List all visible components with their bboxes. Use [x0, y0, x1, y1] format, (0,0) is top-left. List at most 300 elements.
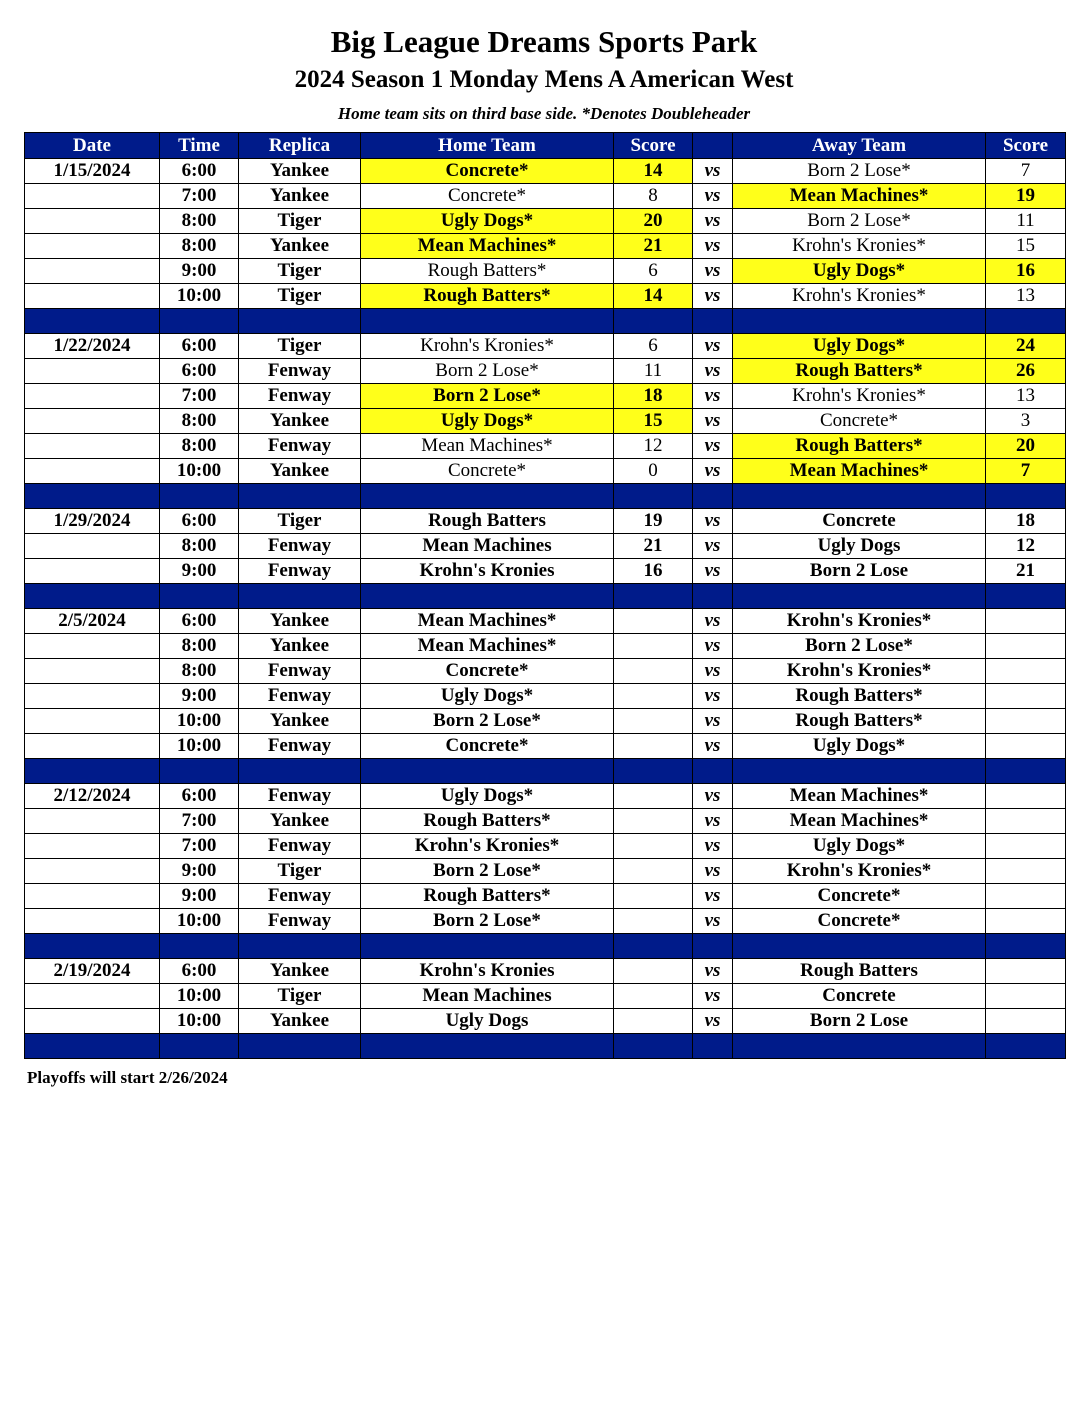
replica-cell: Yankee	[239, 234, 361, 259]
replica-cell: Tiger	[239, 284, 361, 309]
separator-cell	[693, 934, 733, 959]
away-team-cell: Krohn's Kronies*	[733, 859, 986, 884]
away-score-cell: 13	[986, 284, 1066, 309]
home-team-cell: Rough Batters*	[361, 259, 614, 284]
table-row	[25, 634, 1066, 659]
col-date: Date	[25, 133, 160, 159]
time-cell: 9:00	[160, 859, 239, 884]
time-cell: 7:00	[160, 184, 239, 209]
separator-cell	[986, 759, 1066, 784]
away-score-cell: 15	[986, 234, 1066, 259]
away-score-cell	[986, 984, 1066, 1009]
home-team-cell: Mean Machines	[361, 534, 614, 559]
away-score-cell	[986, 784, 1066, 809]
table-row	[25, 909, 1066, 934]
replica-cell: Fenway	[239, 559, 361, 584]
separator-cell	[160, 309, 239, 334]
home-score-cell	[614, 659, 693, 684]
home-team-cell: Rough Batters	[361, 509, 614, 534]
vs-cell: vs	[693, 559, 733, 584]
separator-cell	[986, 934, 1066, 959]
time-cell: 7:00	[160, 384, 239, 409]
replica-cell: Fenway	[239, 434, 361, 459]
away-team-cell: Born 2 Lose*	[733, 634, 986, 659]
col-away-score: Score	[986, 133, 1066, 159]
time-cell: 7:00	[160, 809, 239, 834]
col-home-team: Home Team	[361, 133, 614, 159]
vs-cell: vs	[693, 434, 733, 459]
home-team-cell: Mean Machines*	[361, 434, 614, 459]
schedule-note: Home team sits on third base side. *Denotes Doubleheader	[337, 104, 751, 123]
away-team-cell: Concrete	[733, 984, 986, 1009]
away-team-cell: Rough Batters*	[733, 709, 986, 734]
replica-cell: Yankee	[239, 409, 361, 434]
away-score-cell: 13	[986, 384, 1066, 409]
home-team-cell: Mean Machines*	[361, 634, 614, 659]
time-cell: 10:00	[160, 459, 239, 484]
separator-cell	[693, 1034, 733, 1059]
vs-cell: vs	[693, 459, 733, 484]
away-score-cell: 11	[986, 209, 1066, 234]
replica-cell: Tiger	[239, 334, 361, 359]
home-team-cell: Krohn's Kronies	[361, 559, 614, 584]
table-row	[25, 384, 1066, 409]
separator-cell	[160, 584, 239, 609]
separator-cell	[361, 484, 614, 509]
away-score-cell: 7	[986, 159, 1066, 184]
col-home-score: Score	[614, 133, 693, 159]
table-row	[25, 834, 1066, 859]
vs-cell: vs	[693, 709, 733, 734]
vs-cell: vs	[693, 784, 733, 809]
home-score-cell	[614, 884, 693, 909]
home-score-cell: 15	[614, 409, 693, 434]
time-cell: 8:00	[160, 434, 239, 459]
home-team-cell: Mean Machines	[361, 984, 614, 1009]
home-team-cell: Krohn's Kronies*	[361, 334, 614, 359]
home-team-cell: Ugly Dogs*	[361, 684, 614, 709]
vs-cell: vs	[693, 684, 733, 709]
replica-cell: Fenway	[239, 659, 361, 684]
week-separator-row	[25, 584, 1066, 609]
replica-cell: Fenway	[239, 534, 361, 559]
away-score-cell: 18	[986, 509, 1066, 534]
home-score-cell: 0	[614, 459, 693, 484]
away-team-cell: Born 2 Lose*	[733, 209, 986, 234]
replica-cell: Yankee	[239, 609, 361, 634]
home-score-cell	[614, 909, 693, 934]
home-team-cell: Born 2 Lose*	[361, 359, 614, 384]
table-row	[25, 459, 1066, 484]
separator-cell	[693, 584, 733, 609]
vs-cell: vs	[693, 159, 733, 184]
date-cell	[25, 634, 160, 659]
away-score-cell	[986, 834, 1066, 859]
table-row	[25, 534, 1066, 559]
vs-cell: vs	[693, 359, 733, 384]
away-score-cell	[986, 634, 1066, 659]
week-separator-row	[25, 1034, 1066, 1059]
replica-cell: Yankee	[239, 459, 361, 484]
away-score-cell: 12	[986, 534, 1066, 559]
date-cell	[25, 909, 160, 934]
week-separator-row	[25, 484, 1066, 509]
date-cell	[25, 559, 160, 584]
away-score-cell	[986, 734, 1066, 759]
time-cell: 8:00	[160, 634, 239, 659]
date-cell: 1/15/2024	[25, 159, 160, 184]
date-cell	[25, 209, 160, 234]
table-row	[25, 684, 1066, 709]
home-team-cell: Concrete*	[361, 159, 614, 184]
away-score-cell	[986, 1009, 1066, 1034]
separator-cell	[25, 934, 160, 959]
replica-cell: Tiger	[239, 509, 361, 534]
vs-cell: vs	[693, 659, 733, 684]
replica-cell: Yankee	[239, 809, 361, 834]
playoffs-note: Playoffs will start 2/26/2024	[27, 1068, 228, 1087]
time-cell: 8:00	[160, 534, 239, 559]
table-row	[25, 959, 1066, 984]
away-score-cell: 3	[986, 409, 1066, 434]
away-score-cell: 21	[986, 559, 1066, 584]
time-cell: 10:00	[160, 1009, 239, 1034]
separator-cell	[239, 584, 361, 609]
replica-cell: Fenway	[239, 909, 361, 934]
page-subtitle: 2024 Season 1 Monday Mens A American West	[294, 66, 794, 93]
date-cell	[25, 984, 160, 1009]
vs-cell: vs	[693, 334, 733, 359]
away-team-cell: Born 2 Lose*	[733, 159, 986, 184]
vs-cell: vs	[693, 859, 733, 884]
replica-cell: Fenway	[239, 834, 361, 859]
schedule-table	[24, 132, 1066, 1059]
separator-cell	[614, 934, 693, 959]
table-row	[25, 334, 1066, 359]
separator-cell	[361, 584, 614, 609]
vs-cell: vs	[693, 209, 733, 234]
away-team-cell: Krohn's Kronies*	[733, 384, 986, 409]
away-team-cell: Rough Batters*	[733, 359, 986, 384]
replica-cell: Yankee	[239, 159, 361, 184]
time-cell: 6:00	[160, 359, 239, 384]
home-score-cell	[614, 809, 693, 834]
table-row	[25, 609, 1066, 634]
separator-cell	[733, 1034, 986, 1059]
replica-cell: Fenway	[239, 384, 361, 409]
home-score-cell: 14	[614, 159, 693, 184]
time-cell: 10:00	[160, 284, 239, 309]
date-cell	[25, 659, 160, 684]
date-cell	[25, 709, 160, 734]
table-row	[25, 884, 1066, 909]
away-score-cell: 19	[986, 184, 1066, 209]
date-cell: 2/12/2024	[25, 784, 160, 809]
away-team-cell: Ugly Dogs*	[733, 334, 986, 359]
home-team-cell: Rough Batters*	[361, 884, 614, 909]
separator-cell	[733, 759, 986, 784]
date-cell	[25, 434, 160, 459]
time-cell: 7:00	[160, 834, 239, 859]
week-separator-row	[25, 309, 1066, 334]
separator-cell	[614, 759, 693, 784]
home-team-cell: Krohn's Kronies*	[361, 834, 614, 859]
replica-cell: Fenway	[239, 884, 361, 909]
replica-cell: Tiger	[239, 984, 361, 1009]
home-score-cell: 11	[614, 359, 693, 384]
home-score-cell	[614, 634, 693, 659]
home-score-cell: 19	[614, 509, 693, 534]
week-separator-row	[25, 934, 1066, 959]
home-team-cell: Ugly Dogs*	[361, 409, 614, 434]
home-score-cell: 21	[614, 534, 693, 559]
away-score-cell: 20	[986, 434, 1066, 459]
separator-cell	[25, 584, 160, 609]
replica-cell: Yankee	[239, 184, 361, 209]
home-score-cell	[614, 834, 693, 859]
date-cell	[25, 1009, 160, 1034]
vs-cell: vs	[693, 234, 733, 259]
time-cell: 10:00	[160, 709, 239, 734]
home-team-cell: Ugly Dogs*	[361, 209, 614, 234]
date-cell	[25, 359, 160, 384]
time-cell: 6:00	[160, 609, 239, 634]
separator-cell	[239, 934, 361, 959]
home-score-cell: 8	[614, 184, 693, 209]
replica-cell: Fenway	[239, 734, 361, 759]
date-cell	[25, 409, 160, 434]
separator-cell	[733, 484, 986, 509]
home-score-cell	[614, 709, 693, 734]
separator-cell	[25, 759, 160, 784]
separator-cell	[160, 484, 239, 509]
away-score-cell	[986, 609, 1066, 634]
date-cell: 1/22/2024	[25, 334, 160, 359]
away-team-cell: Mean Machines*	[733, 184, 986, 209]
vs-cell: vs	[693, 609, 733, 634]
table-row	[25, 259, 1066, 284]
vs-cell: vs	[693, 534, 733, 559]
vs-cell: vs	[693, 384, 733, 409]
home-team-cell: Born 2 Lose*	[361, 384, 614, 409]
separator-cell	[693, 484, 733, 509]
separator-cell	[614, 1034, 693, 1059]
away-team-cell: Concrete*	[733, 909, 986, 934]
away-team-cell: Ugly Dogs	[733, 534, 986, 559]
time-cell: 6:00	[160, 159, 239, 184]
separator-cell	[239, 309, 361, 334]
away-score-cell: 16	[986, 259, 1066, 284]
home-team-cell: Mean Machines*	[361, 234, 614, 259]
away-team-cell: Krohn's Kronies*	[733, 234, 986, 259]
away-team-cell: Ugly Dogs*	[733, 834, 986, 859]
date-cell	[25, 534, 160, 559]
away-score-cell	[986, 959, 1066, 984]
replica-cell: Tiger	[239, 859, 361, 884]
home-score-cell: 21	[614, 234, 693, 259]
table-row	[25, 659, 1066, 684]
home-score-cell: 12	[614, 434, 693, 459]
col-away-team: Away Team	[733, 133, 986, 159]
replica-cell: Fenway	[239, 784, 361, 809]
away-team-cell: Rough Batters*	[733, 684, 986, 709]
away-score-cell	[986, 909, 1066, 934]
date-cell	[25, 684, 160, 709]
vs-cell: vs	[693, 284, 733, 309]
time-cell: 8:00	[160, 209, 239, 234]
away-team-cell: Krohn's Kronies*	[733, 284, 986, 309]
separator-cell	[25, 484, 160, 509]
away-team-cell: Mean Machines*	[733, 459, 986, 484]
table-row	[25, 184, 1066, 209]
separator-cell	[693, 759, 733, 784]
away-team-cell: Rough Batters*	[733, 434, 986, 459]
separator-cell	[986, 309, 1066, 334]
separator-cell	[614, 309, 693, 334]
home-team-cell: Mean Machines*	[361, 609, 614, 634]
replica-cell: Yankee	[239, 1009, 361, 1034]
home-score-cell	[614, 734, 693, 759]
page-title: Big League Dreams Sports Park	[330, 24, 758, 59]
away-score-cell	[986, 859, 1066, 884]
time-cell: 9:00	[160, 884, 239, 909]
separator-cell	[25, 309, 160, 334]
home-team-cell: Concrete*	[361, 459, 614, 484]
separator-cell	[986, 484, 1066, 509]
table-row	[25, 509, 1066, 534]
date-cell: 1/29/2024	[25, 509, 160, 534]
date-cell	[25, 459, 160, 484]
vs-cell: vs	[693, 984, 733, 1009]
table-row	[25, 434, 1066, 459]
separator-cell	[733, 934, 986, 959]
away-score-cell: 7	[986, 459, 1066, 484]
away-team-cell: Rough Batters	[733, 959, 986, 984]
vs-cell: vs	[693, 184, 733, 209]
replica-cell: Fenway	[239, 359, 361, 384]
vs-cell: vs	[693, 884, 733, 909]
away-team-cell: Concrete*	[733, 409, 986, 434]
time-cell: 8:00	[160, 409, 239, 434]
home-team-cell: Krohn's Kronies	[361, 959, 614, 984]
separator-cell	[986, 1034, 1066, 1059]
replica-cell: Fenway	[239, 684, 361, 709]
away-team-cell: Concrete	[733, 509, 986, 534]
vs-cell: vs	[693, 509, 733, 534]
home-score-cell: 20	[614, 209, 693, 234]
home-team-cell: Rough Batters*	[361, 284, 614, 309]
time-cell: 6:00	[160, 509, 239, 534]
time-cell: 8:00	[160, 659, 239, 684]
away-team-cell: Ugly Dogs*	[733, 259, 986, 284]
table-row	[25, 234, 1066, 259]
table-row	[25, 784, 1066, 809]
col-replica: Replica	[239, 133, 361, 159]
separator-cell	[239, 484, 361, 509]
away-team-cell: Born 2 Lose	[733, 1009, 986, 1034]
home-team-cell: Concrete*	[361, 734, 614, 759]
time-cell: 9:00	[160, 559, 239, 584]
vs-cell: vs	[693, 834, 733, 859]
separator-cell	[693, 309, 733, 334]
time-cell: 9:00	[160, 684, 239, 709]
separator-cell	[733, 584, 986, 609]
away-team-cell: Krohn's Kronies*	[733, 659, 986, 684]
col-vs	[693, 133, 733, 159]
time-cell: 6:00	[160, 334, 239, 359]
home-team-cell: Rough Batters*	[361, 809, 614, 834]
table-row	[25, 984, 1066, 1009]
away-score-cell	[986, 709, 1066, 734]
vs-cell: vs	[693, 959, 733, 984]
date-cell: 2/5/2024	[25, 609, 160, 634]
away-score-cell	[986, 684, 1066, 709]
replica-cell: Yankee	[239, 709, 361, 734]
time-cell: 8:00	[160, 234, 239, 259]
home-team-cell: Ugly Dogs	[361, 1009, 614, 1034]
home-score-cell: 6	[614, 259, 693, 284]
home-score-cell	[614, 984, 693, 1009]
vs-cell: vs	[693, 809, 733, 834]
home-team-cell: Concrete*	[361, 184, 614, 209]
separator-cell	[361, 1034, 614, 1059]
date-cell	[25, 859, 160, 884]
away-team-cell: Born 2 Lose	[733, 559, 986, 584]
date-cell	[25, 809, 160, 834]
table-row	[25, 1009, 1066, 1034]
home-score-cell	[614, 959, 693, 984]
table-row	[25, 159, 1066, 184]
home-score-cell	[614, 1009, 693, 1034]
vs-cell: vs	[693, 909, 733, 934]
replica-cell: Yankee	[239, 634, 361, 659]
time-cell: 6:00	[160, 959, 239, 984]
separator-cell	[733, 309, 986, 334]
date-cell	[25, 384, 160, 409]
date-cell	[25, 184, 160, 209]
table-row	[25, 359, 1066, 384]
home-score-cell	[614, 859, 693, 884]
away-team-cell: Krohn's Kronies*	[733, 609, 986, 634]
date-cell: 2/19/2024	[25, 959, 160, 984]
table-row	[25, 809, 1066, 834]
separator-cell	[160, 934, 239, 959]
away-team-cell: Ugly Dogs*	[733, 734, 986, 759]
away-team-cell: Concrete*	[733, 884, 986, 909]
separator-cell	[361, 309, 614, 334]
separator-cell	[239, 759, 361, 784]
separator-cell	[25, 1034, 160, 1059]
time-cell: 6:00	[160, 784, 239, 809]
header-row	[25, 133, 1066, 159]
home-score-cell	[614, 784, 693, 809]
away-team-cell: Mean Machines*	[733, 784, 986, 809]
date-cell	[25, 884, 160, 909]
home-team-cell: Concrete*	[361, 659, 614, 684]
separator-cell	[614, 584, 693, 609]
separator-cell	[614, 484, 693, 509]
table-row	[25, 409, 1066, 434]
replica-cell: Tiger	[239, 209, 361, 234]
table-row	[25, 559, 1066, 584]
home-team-cell: Ugly Dogs*	[361, 784, 614, 809]
replica-cell: Tiger	[239, 259, 361, 284]
vs-cell: vs	[693, 734, 733, 759]
date-cell	[25, 734, 160, 759]
time-cell: 10:00	[160, 734, 239, 759]
table-row	[25, 734, 1066, 759]
separator-cell	[239, 1034, 361, 1059]
